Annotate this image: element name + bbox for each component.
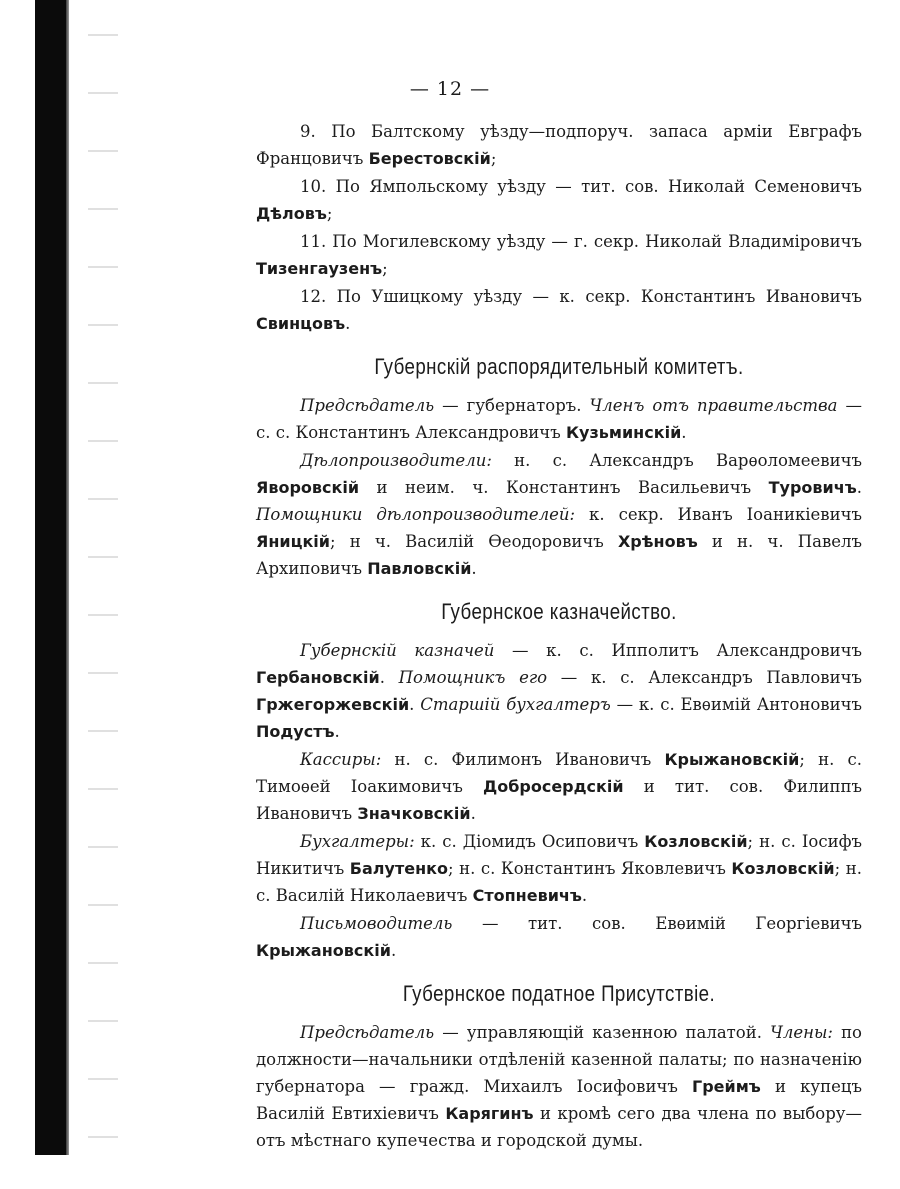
person-name: Козловскій <box>731 859 835 878</box>
person-name: Дѣловъ <box>256 204 327 223</box>
treasury-accountants-paragraph: Бухгалтеры: к. с. Діомидъ Осиповичъ Козловскій; н. с. Іосифъ Никитичъ Балутенко; н. с. Константинъ Яковлевичъ Козловскій; н. с. Василій Николаевичъ Стопневичъ. <box>256 832 863 905</box>
section-heading-committee: Губернскій распорядительный комитетъ. <box>374 354 744 379</box>
person-name: Значковскій <box>357 804 471 823</box>
scan-artifacts <box>88 0 118 1189</box>
person-name: Свинцовъ <box>256 314 346 333</box>
person-name: Добросердскій <box>482 777 624 796</box>
person-name: Карягинъ <box>445 1104 534 1123</box>
person-name: Яницкій <box>256 532 330 551</box>
person-name: Гербановскій <box>256 668 380 687</box>
district-entry-10: 10. По Ямпольскому уѣзду — тит. сов. Николай Семеновичъ Дѣловъ; <box>256 177 862 223</box>
district-entry-9: 9. По Балтскому уѣзду—подпоруч. запаса арміи Евграфъ Францовичъ Берестовскій; <box>256 122 862 168</box>
page-binding-edge <box>66 0 69 1155</box>
person-name: Туровичъ <box>768 478 857 497</box>
person-name: Тизенгаузенъ <box>256 259 383 278</box>
treasury-cashiers-paragraph: Кассиры: н. с. Филимонъ Ивановичъ Крыжановскій; н. с. Тимоѳей Іоакимовичъ Добросердскій и тит. сов. Филиппъ Ивановичъ Значковскій. <box>256 750 863 823</box>
person-name: Греймъ <box>692 1077 761 1096</box>
section-heading-tax-office: Губернское податное Присутствіе. <box>402 981 716 1006</box>
book-spine-shadow <box>35 0 66 1155</box>
person-name: Кузьминскій <box>565 423 682 442</box>
person-name: Берестовскій <box>368 149 491 168</box>
tax-office-paragraph: Предсѣдатель — управляющій казенною палатой. Члены: по должности—начальники отдѣленій казенной палаты; по назначенію губернатора — гражд. Михаилъ Іосифовичъ Греймъ и купецъ Василій Евтихіевичъ Карягинъ и кромѣ сего два члена по выбору— отъ мѣстнаго купечества и городской думы. <box>256 1023 862 1150</box>
committee-clerks-paragraph: Дѣлопроизводители: н. с. Александръ Варѳоломеевичъ Яворовскій и неим. ч. Константинъ Васильевичъ Туровичъ. Помощники дѣлопроизводителей: к. секр. Иванъ Іоаникіевичъ Яницкій; н ч. Василій Ѳеодоровичъ Хрѣновъ и н. ч. Павелъ Архиповичъ Павловскій. <box>256 451 862 578</box>
person-name: Гржегоржевскій <box>256 695 410 714</box>
person-name: Крыжановскій <box>256 941 391 960</box>
page-number: — 12 — <box>409 78 491 100</box>
person-name: Балутенко <box>349 859 448 878</box>
treasury-staff-paragraph: Губернскій казначей — к. с. Ипполитъ Александровичъ Гербановскій. Помощникъ его — к. с. Александръ Павловичъ Гржегоржевскій. Старшій бухгалтеръ — к. с. Евѳимій Антоновичъ Подустъ. <box>256 641 862 741</box>
district-entry-11: 11. По Могилевскому уѣзду — г. секр. Николай Владиміровичъ Тизенгаузенъ; <box>256 232 862 278</box>
treasury-clerk-paragraph: Письмоводитель — тит. сов. Евѳимій Георгіевичъ Крыжановскій. <box>256 914 862 960</box>
person-name: Хрѣновъ <box>617 532 698 551</box>
person-name: Козловскій <box>644 832 748 851</box>
page-body <box>256 118 862 1155</box>
person-name: Павловскій <box>367 559 472 578</box>
person-name: Яворовскій <box>256 478 360 497</box>
section-heading-treasury: Губернское казначейство. <box>441 599 677 624</box>
district-entry-12: 12. По Ушицкому уѣзду — к. секр. Константинъ Ивановичъ Свинцовъ. <box>256 287 862 333</box>
committee-chair-paragraph: Предсѣдатель — губернаторъ. Членъ отъ правительства — с. с. Константинъ Александровичъ Кузьминскій. <box>256 396 862 442</box>
person-name: Стопневичъ <box>472 886 582 905</box>
person-name: Подустъ <box>256 722 335 741</box>
person-name: Крыжановскій <box>664 750 800 769</box>
